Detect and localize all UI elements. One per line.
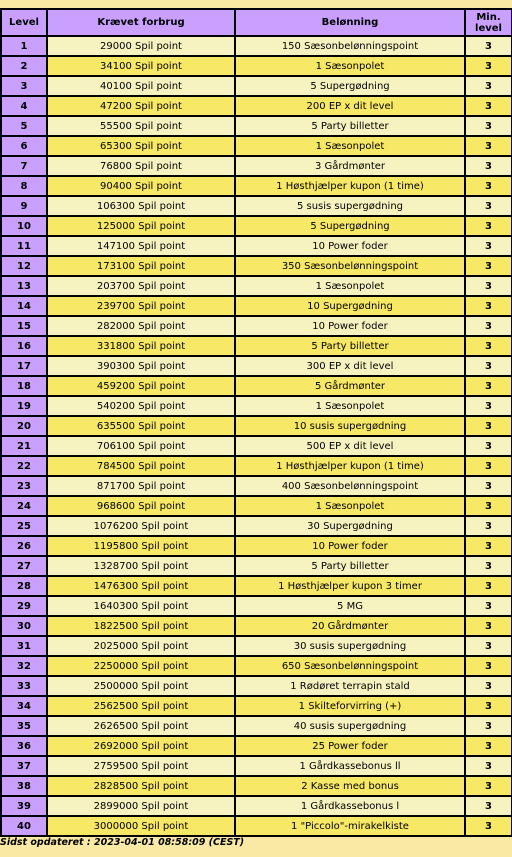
reward-cell: 40 susis supergødning xyxy=(236,717,464,735)
level-cell: 5 xyxy=(2,117,46,135)
reward-cell: 5 Party billetter xyxy=(236,117,464,135)
required-spend-cell: 282000 Spil point xyxy=(48,317,234,335)
reward-cell: 1 Høsthjælper kupon 3 timer xyxy=(236,577,464,595)
required-spend-cell: 2025000 Spil point xyxy=(48,637,234,655)
level-cell: 9 xyxy=(2,197,46,215)
required-spend-cell: 55500 Spil point xyxy=(48,117,234,135)
table-row xyxy=(2,177,511,195)
required-spend-cell: 1076200 Spil point xyxy=(48,517,234,535)
required-spend-cell: 1328700 Spil point xyxy=(48,557,234,575)
reward-cell: 350 Sæsonbelønningspoint xyxy=(236,257,464,275)
required-spend-cell: 540200 Spil point xyxy=(48,397,234,415)
required-spend-cell: 2626500 Spil point xyxy=(48,717,234,735)
required-spend-cell: 65300 Spil point xyxy=(48,137,234,155)
reward-cell: 1 Rødøret terrapin stald xyxy=(236,677,464,695)
level-cell: 32 xyxy=(2,657,46,675)
reward-cell: 1 Sæsonpolet xyxy=(236,397,464,415)
level-cell: 12 xyxy=(2,257,46,275)
min-level-cell: 3 xyxy=(466,637,511,655)
min-level-cell: 3 xyxy=(466,737,511,755)
required-spend-cell: 2500000 Spil point xyxy=(48,677,234,695)
table-body xyxy=(2,37,511,835)
reward-cell: 25 Power foder xyxy=(236,737,464,755)
reward-cell: 1 Sæsonpolet xyxy=(236,137,464,155)
level-cell: 34 xyxy=(2,697,46,715)
reward-cell: 200 EP x dit level xyxy=(236,97,464,115)
table-row xyxy=(2,57,511,75)
required-spend-cell: 40100 Spil point xyxy=(48,77,234,95)
level-cell: 35 xyxy=(2,717,46,735)
min-level-cell: 3 xyxy=(466,437,511,455)
level-cell: 31 xyxy=(2,637,46,655)
table-row xyxy=(2,437,511,455)
table-row xyxy=(2,257,511,275)
level-cell: 4 xyxy=(2,97,46,115)
table-row xyxy=(2,677,511,695)
table-row xyxy=(2,817,511,835)
min-level-cell: 3 xyxy=(466,257,511,275)
reward-cell: 10 Power foder xyxy=(236,237,464,255)
level-cell: 23 xyxy=(2,477,46,495)
table-row xyxy=(2,397,511,415)
table-row xyxy=(2,157,511,175)
reward-cell: 150 Sæsonbelønningspoint xyxy=(236,37,464,55)
level-cell: 30 xyxy=(2,617,46,635)
reward-cell: 1 Sæsonpolet xyxy=(236,277,464,295)
required-spend-cell: 2250000 Spil point xyxy=(48,657,234,675)
header-min-level: Min. level xyxy=(466,10,511,35)
min-level-cell: 3 xyxy=(466,797,511,815)
level-cell: 18 xyxy=(2,377,46,395)
required-spend-cell: 90400 Spil point xyxy=(48,177,234,195)
required-spend-cell: 390300 Spil point xyxy=(48,357,234,375)
min-level-cell: 3 xyxy=(466,497,511,515)
required-spend-cell: 706100 Spil point xyxy=(48,437,234,455)
min-level-cell: 3 xyxy=(466,657,511,675)
table-row xyxy=(2,77,511,95)
reward-cell: 5 Gårdmønter xyxy=(236,377,464,395)
min-level-cell: 3 xyxy=(466,397,511,415)
min-level-cell: 3 xyxy=(466,97,511,115)
min-level-cell: 3 xyxy=(466,117,511,135)
required-spend-cell: 29000 Spil point xyxy=(48,37,234,55)
min-level-cell: 3 xyxy=(466,377,511,395)
level-cell: 37 xyxy=(2,757,46,775)
reward-cell: 2 Kasse med bonus xyxy=(236,777,464,795)
table-row xyxy=(2,357,511,375)
required-spend-cell: 871700 Spil point xyxy=(48,477,234,495)
required-spend-cell: 1640300 Spil point xyxy=(48,597,234,615)
min-level-cell: 3 xyxy=(466,77,511,95)
reward-cell: 1 Sæsonpolet xyxy=(236,497,464,515)
level-cell: 27 xyxy=(2,557,46,575)
required-spend-cell: 1822500 Spil point xyxy=(48,617,234,635)
reward-cell: 5 Party billetter xyxy=(236,337,464,355)
min-level-cell: 3 xyxy=(466,157,511,175)
table-row xyxy=(2,557,511,575)
level-cell: 25 xyxy=(2,517,46,535)
min-level-cell: 3 xyxy=(466,537,511,555)
reward-cell: 5 Supergødning xyxy=(236,217,464,235)
reward-cell: 5 Party billetter xyxy=(236,557,464,575)
table-row xyxy=(2,497,511,515)
table-row xyxy=(2,237,511,255)
level-cell: 36 xyxy=(2,737,46,755)
min-level-cell: 3 xyxy=(466,557,511,575)
reward-cell: 1 Skilteforvirring (+) xyxy=(236,697,464,715)
reward-cell: 1 Sæsonpolet xyxy=(236,57,464,75)
reward-cell: 10 Supergødning xyxy=(236,297,464,315)
reward-cell: 10 susis supergødning xyxy=(236,417,464,435)
level-cell: 39 xyxy=(2,797,46,815)
min-level-cell: 3 xyxy=(466,517,511,535)
level-cell: 21 xyxy=(2,437,46,455)
level-cell: 28 xyxy=(2,577,46,595)
min-level-cell: 3 xyxy=(466,317,511,335)
required-spend-cell: 47200 Spil point xyxy=(48,97,234,115)
required-spend-cell: 125000 Spil point xyxy=(48,217,234,235)
required-spend-cell: 635500 Spil point xyxy=(48,417,234,435)
table-row xyxy=(2,477,511,495)
level-cell: 3 xyxy=(2,77,46,95)
reward-cell: 5 Supergødning xyxy=(236,77,464,95)
min-level-cell: 3 xyxy=(466,757,511,775)
min-level-cell: 3 xyxy=(466,417,511,435)
level-cell: 13 xyxy=(2,277,46,295)
required-spend-cell: 2562500 Spil point xyxy=(48,697,234,715)
table-row xyxy=(2,657,511,675)
table-row xyxy=(2,697,511,715)
required-spend-cell: 147100 Spil point xyxy=(48,237,234,255)
table-header-row xyxy=(2,10,511,35)
required-spend-cell: 2899000 Spil point xyxy=(48,797,234,815)
table-row xyxy=(2,97,511,115)
reward-cell: 30 Supergødning xyxy=(236,517,464,535)
required-spend-cell: 331800 Spil point xyxy=(48,337,234,355)
reward-cell: 650 Sæsonbelønningspoint xyxy=(236,657,464,675)
reward-cell: 1 Gårdkassebonus l xyxy=(236,797,464,815)
table-row xyxy=(2,277,511,295)
required-spend-cell: 173100 Spil point xyxy=(48,257,234,275)
table-row xyxy=(2,217,511,235)
min-level-cell: 3 xyxy=(466,817,511,835)
reward-cell: 30 susis supergødning xyxy=(236,637,464,655)
min-level-cell: 3 xyxy=(466,717,511,735)
level-cell: 2 xyxy=(2,57,46,75)
required-spend-cell: 106300 Spil point xyxy=(48,197,234,215)
min-level-cell: 3 xyxy=(466,477,511,495)
level-cell: 29 xyxy=(2,597,46,615)
required-spend-cell: 968600 Spil point xyxy=(48,497,234,515)
reward-cell: 400 Sæsonbelønningspoint xyxy=(236,477,464,495)
table-row xyxy=(2,757,511,775)
min-level-cell: 3 xyxy=(466,697,511,715)
level-cell: 11 xyxy=(2,237,46,255)
reward-cell: 10 Power foder xyxy=(236,537,464,555)
table-row xyxy=(2,617,511,635)
required-spend-cell: 1476300 Spil point xyxy=(48,577,234,595)
min-level-cell: 3 xyxy=(466,217,511,235)
table-row xyxy=(2,417,511,435)
level-cell: 24 xyxy=(2,497,46,515)
required-spend-cell: 239700 Spil point xyxy=(48,297,234,315)
header-required-spend: Krævet forbrug xyxy=(48,10,234,35)
min-level-cell: 3 xyxy=(466,457,511,475)
reward-cell: 3 Gårdmønter xyxy=(236,157,464,175)
table-row xyxy=(2,717,511,735)
required-spend-cell: 784500 Spil point xyxy=(48,457,234,475)
required-spend-cell: 34100 Spil point xyxy=(48,57,234,75)
level-cell: 40 xyxy=(2,817,46,835)
level-cell: 20 xyxy=(2,417,46,435)
min-level-cell: 3 xyxy=(466,597,511,615)
min-level-cell: 3 xyxy=(466,577,511,595)
reward-cell: 500 EP x dit level xyxy=(236,437,464,455)
level-cell: 15 xyxy=(2,317,46,335)
table-row xyxy=(2,737,511,755)
required-spend-cell: 2759500 Spil point xyxy=(48,757,234,775)
table-row xyxy=(2,457,511,475)
table-row xyxy=(2,37,511,55)
required-spend-cell: 2828500 Spil point xyxy=(48,777,234,795)
level-cell: 38 xyxy=(2,777,46,795)
table-row xyxy=(2,577,511,595)
required-spend-cell: 76800 Spil point xyxy=(48,157,234,175)
min-level-cell: 3 xyxy=(466,37,511,55)
required-spend-cell: 2692000 Spil point xyxy=(48,737,234,755)
reward-cell: 5 susis supergødning xyxy=(236,197,464,215)
level-cell: 7 xyxy=(2,157,46,175)
table-row xyxy=(2,337,511,355)
min-level-cell: 3 xyxy=(466,237,511,255)
level-cell: 26 xyxy=(2,537,46,555)
reward-cell: 1 Høsthjælper kupon (1 time) xyxy=(236,177,464,195)
level-cell: 16 xyxy=(2,337,46,355)
reward-cell: 1 Gårdkassebonus ll xyxy=(236,757,464,775)
min-level-cell: 3 xyxy=(466,57,511,75)
level-cell: 1 xyxy=(2,37,46,55)
table-row xyxy=(2,377,511,395)
rewards-table xyxy=(0,8,512,837)
header-level: Level xyxy=(2,10,46,35)
table-row xyxy=(2,297,511,315)
table-row xyxy=(2,797,511,815)
min-level-cell: 3 xyxy=(466,197,511,215)
header-reward: Belønning xyxy=(236,10,464,35)
last-updated-text: Sidst opdateret : 2023-04-01 08:58:09 (CEST) xyxy=(0,837,245,848)
reward-cell: 10 Power foder xyxy=(236,317,464,335)
min-level-cell: 3 xyxy=(466,137,511,155)
reward-cell: 5 MG xyxy=(236,597,464,615)
reward-cell: 1 Høsthjælper kupon (1 time) xyxy=(236,457,464,475)
reward-cell: 20 Gårdmønter xyxy=(236,617,464,635)
min-level-cell: 3 xyxy=(466,777,511,795)
min-level-cell: 3 xyxy=(466,357,511,375)
min-level-cell: 3 xyxy=(466,337,511,355)
level-cell: 22 xyxy=(2,457,46,475)
level-cell: 8 xyxy=(2,177,46,195)
required-spend-cell: 203700 Spil point xyxy=(48,277,234,295)
required-spend-cell: 3000000 Spil point xyxy=(48,817,234,835)
required-spend-cell: 459200 Spil point xyxy=(48,377,234,395)
level-cell: 14 xyxy=(2,297,46,315)
level-cell: 33 xyxy=(2,677,46,695)
table-row xyxy=(2,637,511,655)
level-cell: 6 xyxy=(2,137,46,155)
min-level-cell: 3 xyxy=(466,177,511,195)
table-row xyxy=(2,317,511,335)
level-cell: 10 xyxy=(2,217,46,235)
level-cell: 19 xyxy=(2,397,46,415)
table-row xyxy=(2,777,511,795)
table-row xyxy=(2,137,511,155)
level-cell: 17 xyxy=(2,357,46,375)
reward-cell: 1 "Piccolo"-mirakelkiste xyxy=(236,817,464,835)
min-level-cell: 3 xyxy=(466,617,511,635)
reward-cell: 300 EP x dit level xyxy=(236,357,464,375)
required-spend-cell: 1195800 Spil point xyxy=(48,537,234,555)
table-row xyxy=(2,117,511,135)
table-row xyxy=(2,537,511,555)
min-level-cell: 3 xyxy=(466,677,511,695)
table-row xyxy=(2,597,511,615)
table-row xyxy=(2,197,511,215)
min-level-cell: 3 xyxy=(466,277,511,295)
table-row xyxy=(2,517,511,535)
min-level-cell: 3 xyxy=(466,297,511,315)
